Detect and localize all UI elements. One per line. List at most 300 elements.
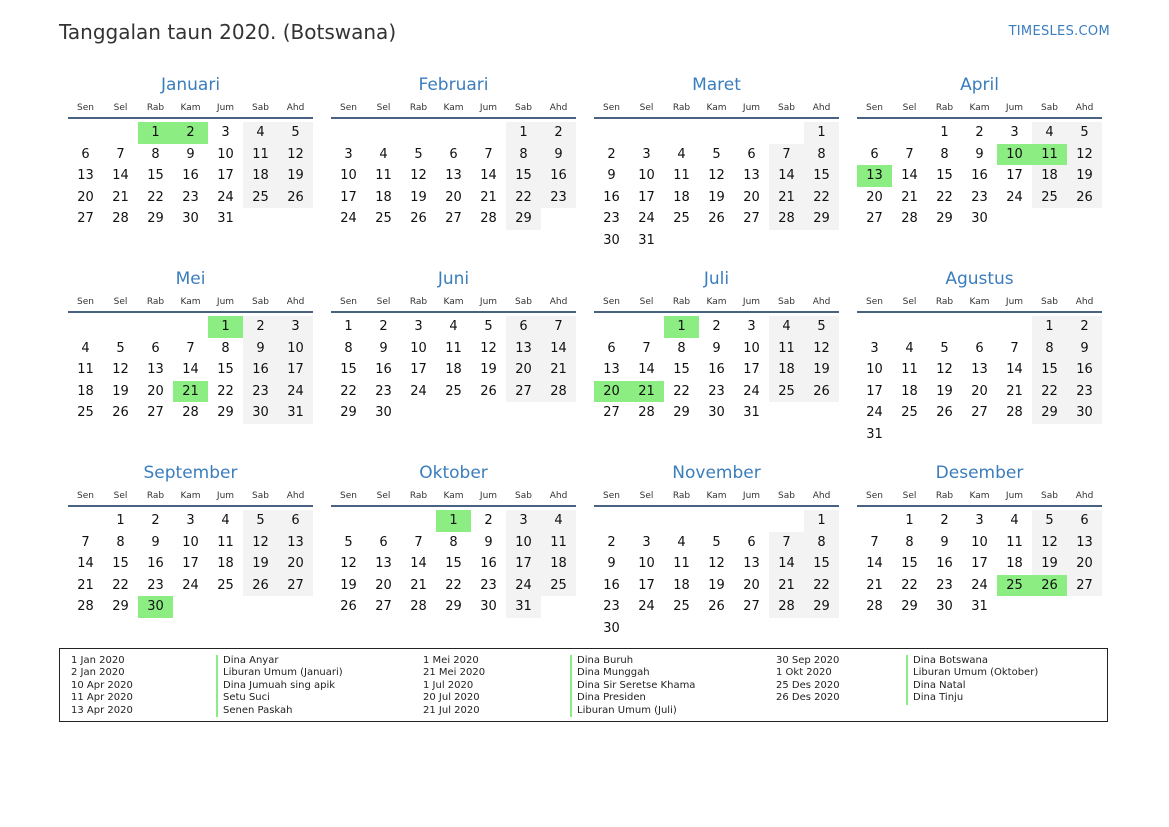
day-cell: 12: [1032, 532, 1067, 554]
weekday-header: [68, 486, 313, 507]
weekday-label: Sab: [515, 491, 532, 501]
day-cell: 24: [971, 577, 988, 593]
day-cell: 5: [712, 146, 721, 162]
brand-link[interactable]: TIMESLES.COM: [1008, 24, 1110, 39]
day-cell: 16: [971, 168, 988, 184]
day-cell: 2: [975, 125, 984, 140]
day-cell: 17: [410, 362, 427, 378]
holiday-legend: [59, 648, 1108, 722]
day-cell: 13: [375, 556, 392, 572]
weekday-label: Sel: [902, 297, 917, 307]
day-cell: 23: [480, 577, 497, 593]
holiday-day-cell: 20: [594, 381, 629, 403]
day-cell: 3: [186, 513, 195, 528]
weekday-header: [68, 292, 313, 313]
day-cell: 21: [866, 577, 883, 593]
day-cell: 30: [182, 211, 199, 227]
weekday-label: Rab: [935, 297, 954, 307]
month-september: [68, 460, 313, 654]
day-cell: 23: [147, 577, 164, 593]
day-cell: 27: [866, 211, 883, 227]
day-cell: 17: [340, 189, 357, 205]
day-cell: 4: [221, 513, 230, 528]
day-cell: 22: [901, 577, 918, 593]
weekday-label: Sen: [77, 103, 94, 113]
day-cell: 11: [673, 168, 690, 184]
day-grid: [594, 510, 839, 640]
day-cell: 20: [375, 577, 392, 593]
day-cell: 3: [642, 146, 651, 162]
day-cell: 1: [344, 319, 353, 334]
month-oktober: [331, 460, 576, 654]
month-title: September: [143, 463, 238, 483]
day-cell: 14: [77, 556, 94, 572]
day-cell: 27: [743, 211, 760, 227]
day-cell: 7: [116, 146, 125, 162]
weekday-label: Ahd: [1075, 103, 1094, 113]
weekday-label: Ahd: [1075, 297, 1094, 307]
day-cell: 21: [901, 189, 918, 205]
day-cell: 24: [866, 405, 883, 421]
day-cell: 2: [541, 122, 576, 144]
day-cell: 15: [804, 165, 839, 187]
weekday-label: Kam: [969, 297, 990, 307]
day-cell: 29: [673, 405, 690, 421]
legend-names-column: [216, 655, 343, 717]
weekday-header: [331, 292, 576, 313]
day-cell: 27: [1067, 575, 1102, 597]
day-cell: 26: [936, 405, 953, 421]
weekday-header: [594, 292, 839, 313]
day-cell: 28: [769, 208, 804, 230]
day-cell: 5: [712, 534, 721, 550]
day-cell: 2: [607, 534, 616, 550]
day-cell: 12: [243, 532, 278, 554]
day-cell: 20: [743, 189, 760, 205]
day-cell: 2: [1067, 316, 1102, 338]
day-grid: [68, 510, 313, 618]
day-cell: 10: [638, 556, 655, 572]
day-cell: 28: [541, 381, 576, 403]
weekday-label: Sen: [603, 491, 620, 501]
weekday-label: Sen: [340, 103, 357, 113]
weekday-label: Jum: [479, 103, 498, 113]
day-cell: 7: [642, 340, 651, 356]
day-cell: 4: [677, 534, 686, 550]
day-cell: 23: [971, 189, 988, 205]
weekday-label: Jum: [479, 297, 498, 307]
day-cell: 30: [971, 211, 988, 227]
legend-date: 10 Apr 2020: [71, 679, 133, 691]
weekday-label: Sab: [778, 491, 795, 501]
legend-holiday-name: Liburan Umum (Oktober): [913, 667, 1039, 679]
day-cell: 9: [541, 144, 576, 166]
day-cell: 28: [112, 211, 129, 227]
legend-holiday-name: Liburan Umum (Januari): [223, 667, 343, 679]
day-cell: 15: [445, 556, 462, 572]
empty-cell: [857, 510, 892, 532]
month-title: Maret: [692, 75, 741, 95]
day-cell: 11: [445, 340, 462, 356]
day-cell: 9: [940, 534, 949, 550]
weekday-label: Sen: [603, 103, 620, 113]
empty-cell: [927, 316, 962, 338]
weekday-label: Ahd: [549, 103, 568, 113]
day-cell: 21: [112, 189, 129, 205]
legend-holiday-name: Dina Presiden: [577, 692, 646, 704]
day-cell: 27: [506, 381, 541, 403]
day-cell: 31: [971, 599, 988, 615]
day-cell: 6: [449, 146, 458, 162]
empty-cell: [594, 510, 629, 532]
day-cell: 7: [541, 316, 576, 338]
day-cell: 7: [769, 532, 804, 554]
day-cell: 18: [673, 577, 690, 593]
day-cell: 16: [1067, 359, 1102, 381]
day-cell: 31: [638, 232, 655, 248]
month-title: Desember: [935, 463, 1024, 483]
day-cell: 8: [221, 340, 230, 356]
day-grid: [68, 122, 313, 230]
day-cell: 9: [712, 340, 721, 356]
day-cell: 8: [677, 340, 686, 356]
day-cell: 25: [673, 211, 690, 227]
day-cell: 3: [747, 319, 756, 334]
day-cell: 12: [112, 362, 129, 378]
day-cell: 6: [81, 146, 90, 162]
day-cell: 10: [278, 338, 313, 360]
day-cell: 15: [673, 362, 690, 378]
day-cell: 27: [375, 599, 392, 615]
empty-cell: [664, 510, 699, 532]
day-cell: 8: [344, 340, 353, 356]
day-grid: [857, 122, 1102, 230]
weekday-label: Sab: [778, 103, 795, 113]
empty-cell: [173, 316, 208, 338]
day-cell: 18: [673, 189, 690, 205]
empty-cell: [769, 510, 804, 532]
day-cell: 8: [804, 532, 839, 554]
day-cell: 15: [506, 165, 541, 187]
weekday-header: [68, 98, 313, 119]
weekday-header: [331, 98, 576, 119]
day-cell: 12: [480, 340, 497, 356]
day-cell: 9: [151, 534, 160, 550]
day-cell: 29: [1032, 402, 1067, 424]
day-cell: 26: [243, 575, 278, 597]
day-cell: 23: [243, 381, 278, 403]
day-cell: 11: [541, 532, 576, 554]
day-cell: 22: [147, 189, 164, 205]
month-desember: [857, 460, 1102, 654]
legend-holiday-name: Dina Jumuah sing apik: [223, 679, 336, 691]
day-cell: 13: [1067, 532, 1102, 554]
weekday-label: Ahd: [812, 297, 831, 307]
day-cell: 21: [769, 187, 804, 209]
day-cell: 28: [1006, 405, 1023, 421]
day-cell: 28: [182, 405, 199, 421]
day-cell: 23: [603, 599, 620, 615]
day-cell: 17: [1006, 168, 1023, 184]
holiday-day-cell: 1: [138, 122, 173, 144]
day-cell: 27: [743, 599, 760, 615]
day-cell: 19: [243, 553, 278, 575]
day-cell: 17: [506, 553, 541, 575]
weekday-label: Sel: [113, 103, 128, 113]
day-cell: 11: [769, 338, 804, 360]
day-cell: 8: [1032, 338, 1067, 360]
month-juli: [594, 266, 839, 460]
weekday-label: Jum: [1005, 491, 1024, 501]
day-cell: 16: [603, 189, 620, 205]
day-cell: 7: [414, 534, 423, 550]
day-cell: 14: [410, 556, 427, 572]
legend-date: 11 Apr 2020: [71, 692, 133, 704]
day-cell: 31: [506, 596, 541, 618]
day-cell: 25: [217, 577, 234, 593]
day-cell: 8: [804, 144, 839, 166]
weekday-label: Kam: [969, 103, 990, 113]
empty-cell: [331, 510, 366, 532]
day-cell: 20: [445, 189, 462, 205]
day-cell: 15: [217, 362, 234, 378]
day-cell: 5: [804, 316, 839, 338]
day-cell: 16: [182, 168, 199, 184]
day-cell: 26: [480, 383, 497, 399]
empty-cell: [401, 122, 436, 144]
day-cell: 9: [186, 146, 195, 162]
day-cell: 24: [182, 577, 199, 593]
day-grid: [857, 316, 1102, 446]
day-cell: 20: [971, 383, 988, 399]
day-cell: 10: [410, 340, 427, 356]
day-cell: 16: [480, 556, 497, 572]
weekday-label: Sel: [639, 297, 654, 307]
day-cell: 24: [638, 599, 655, 615]
weekday-label: Jum: [1005, 297, 1024, 307]
weekday-header: [594, 98, 839, 119]
day-cell: 26: [708, 211, 725, 227]
day-cell: 21: [480, 189, 497, 205]
day-cell: 30: [375, 405, 392, 421]
day-cell: 20: [77, 189, 94, 205]
day-cell: 1: [1032, 316, 1067, 338]
day-cell: 7: [484, 146, 493, 162]
day-cell: 8: [940, 146, 949, 162]
day-cell: 6: [1067, 510, 1102, 532]
day-cell: 11: [1006, 534, 1023, 550]
holiday-day-cell: 30: [138, 596, 173, 618]
day-cell: 30: [480, 599, 497, 615]
weekday-header: [857, 292, 1102, 313]
day-cell: 14: [1006, 362, 1023, 378]
weekday-label: Sab: [515, 103, 532, 113]
day-cell: 29: [340, 405, 357, 421]
day-cell: 30: [708, 405, 725, 421]
day-cell: 27: [603, 405, 620, 421]
legend-holiday-name: Dina Munggah: [577, 667, 650, 679]
day-cell: 29: [147, 211, 164, 227]
legend-holiday-name: Senen Paskah: [223, 704, 293, 716]
weekday-label: Sen: [77, 491, 94, 501]
empty-cell: [594, 316, 629, 338]
legend-names-column: [570, 655, 695, 717]
weekday-label: Sel: [113, 297, 128, 307]
day-cell: 24: [743, 383, 760, 399]
day-cell: 7: [186, 340, 195, 356]
day-cell: 13: [603, 362, 620, 378]
weekday-label: Sel: [639, 103, 654, 113]
day-cell: 12: [278, 144, 313, 166]
day-cell: 24: [278, 381, 313, 403]
day-cell: 20: [1067, 553, 1102, 575]
day-cell: 5: [1032, 510, 1067, 532]
day-cell: 7: [905, 146, 914, 162]
legend-dates-column: [776, 655, 840, 705]
weekday-label: Jum: [216, 491, 235, 501]
day-cell: 19: [410, 189, 427, 205]
day-cell: 29: [506, 208, 541, 230]
calendar-months: [68, 72, 1102, 654]
weekday-label: Sen: [77, 297, 94, 307]
day-cell: 22: [112, 577, 129, 593]
day-cell: 12: [708, 168, 725, 184]
weekday-label: Ahd: [812, 491, 831, 501]
day-cell: 5: [116, 340, 125, 356]
day-cell: 11: [673, 556, 690, 572]
day-cell: 30: [243, 402, 278, 424]
day-cell: 11: [243, 144, 278, 166]
day-cell: 29: [936, 211, 953, 227]
day-cell: 31: [866, 426, 883, 442]
day-cell: 31: [278, 402, 313, 424]
day-cell: 18: [445, 362, 462, 378]
day-cell: 10: [340, 168, 357, 184]
weekday-label: Jum: [216, 103, 235, 113]
day-cell: 10: [743, 340, 760, 356]
empty-cell: [857, 316, 892, 338]
month-title: Agustus: [945, 269, 1014, 289]
day-cell: 14: [112, 168, 129, 184]
day-cell: 21: [77, 577, 94, 593]
day-cell: 28: [769, 596, 804, 618]
legend-holiday-name: Dina Anyar: [223, 655, 279, 666]
day-cell: 1: [804, 122, 839, 144]
weekday-label: Jum: [742, 103, 761, 113]
day-cell: 28: [901, 211, 918, 227]
day-cell: 26: [112, 405, 129, 421]
day-cell: 19: [804, 359, 839, 381]
day-cell: 1: [940, 125, 949, 140]
weekday-label: Rab: [409, 103, 428, 113]
empty-cell: [734, 510, 769, 532]
legend-date: 13 Apr 2020: [71, 704, 133, 716]
day-cell: 10: [866, 362, 883, 378]
day-cell: 9: [243, 338, 278, 360]
weekday-label: Sel: [376, 103, 391, 113]
weekday-label: Rab: [935, 103, 954, 113]
empty-cell: [138, 316, 173, 338]
day-cell: 2: [940, 513, 949, 528]
day-cell: 9: [484, 534, 493, 550]
weekday-label: Sen: [866, 491, 883, 501]
day-cell: 16: [708, 362, 725, 378]
day-cell: 25: [243, 187, 278, 209]
day-cell: 23: [603, 211, 620, 227]
weekday-label: Sab: [1041, 297, 1058, 307]
month-januari: [68, 72, 313, 266]
day-cell: 20: [278, 553, 313, 575]
holiday-day-cell: 1: [208, 316, 243, 338]
month-april: [857, 72, 1102, 266]
day-cell: 20: [743, 577, 760, 593]
day-cell: 5: [243, 510, 278, 532]
day-cell: 5: [414, 146, 423, 162]
month-title: Oktober: [419, 463, 488, 483]
empty-cell: [734, 122, 769, 144]
day-cell: 17: [743, 362, 760, 378]
day-cell: 12: [410, 168, 427, 184]
day-cell: 6: [607, 340, 616, 356]
day-cell: 3: [506, 510, 541, 532]
day-cell: 15: [340, 362, 357, 378]
day-cell: 25: [673, 599, 690, 615]
empty-cell: [68, 122, 103, 144]
weekday-label: Ahd: [812, 103, 831, 113]
day-cell: 12: [340, 556, 357, 572]
empty-cell: [401, 510, 436, 532]
holiday-day-cell: 2: [173, 122, 208, 144]
day-cell: 12: [804, 338, 839, 360]
day-cell: 26: [410, 211, 427, 227]
day-grid: [594, 122, 839, 252]
day-cell: 25: [77, 405, 94, 421]
day-cell: 14: [541, 338, 576, 360]
day-cell: 5: [278, 122, 313, 144]
weekday-label: Sel: [113, 491, 128, 501]
weekday-label: Sel: [376, 491, 391, 501]
day-cell: 20: [506, 359, 541, 381]
day-cell: 14: [638, 362, 655, 378]
day-cell: 25: [445, 383, 462, 399]
page-title: Tanggalan taun 2020. (Botswana): [59, 20, 397, 44]
day-cell: 30: [603, 232, 620, 248]
day-cell: 28: [638, 405, 655, 421]
legend-date: 21 Jul 2020: [423, 704, 480, 716]
day-cell: 13: [971, 362, 988, 378]
day-cell: 24: [506, 575, 541, 597]
holiday-day-cell: 21: [173, 381, 208, 403]
weekday-label: Rab: [672, 103, 691, 113]
weekday-label: Sel: [376, 297, 391, 307]
day-cell: 28: [480, 211, 497, 227]
day-cell: 1: [905, 513, 914, 528]
day-cell: 18: [1006, 556, 1023, 572]
day-cell: 26: [804, 381, 839, 403]
weekday-label: Sel: [902, 491, 917, 501]
day-cell: 18: [541, 553, 576, 575]
weekday-label: Sab: [252, 297, 269, 307]
day-cell: 28: [410, 599, 427, 615]
weekday-label: Sab: [252, 491, 269, 501]
day-cell: 15: [112, 556, 129, 572]
day-cell: 29: [804, 596, 839, 618]
day-cell: 12: [936, 362, 953, 378]
weekday-label: Sen: [340, 297, 357, 307]
legend-date: 1 Okt 2020: [776, 667, 832, 679]
day-cell: 10: [506, 532, 541, 554]
weekday-label: Sab: [252, 103, 269, 113]
